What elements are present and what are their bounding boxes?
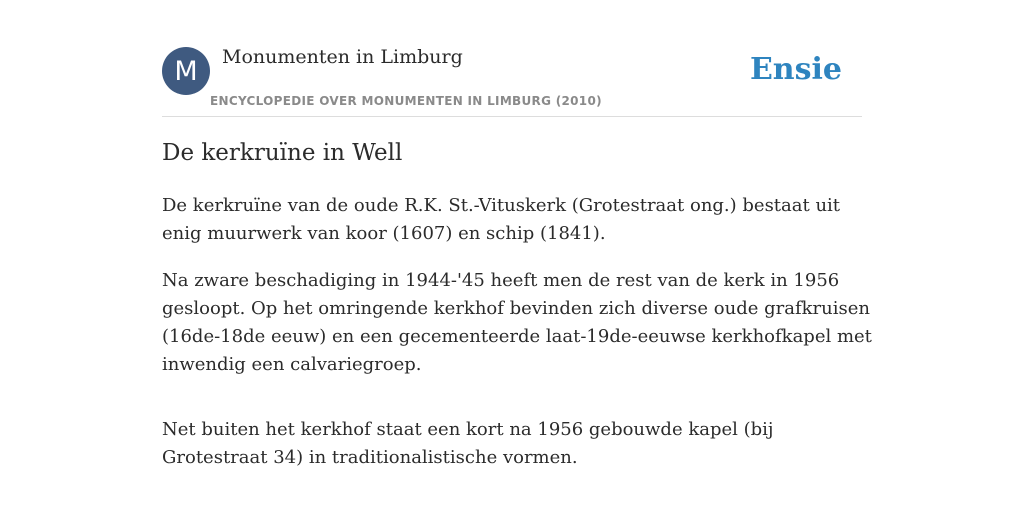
- source-subtitle: ENCYCLOPEDIE OVER MONUMENTEN IN LIMBURG (2010): [210, 94, 602, 108]
- article-paragraph: Net buiten het kerkhof staat een kort na 1956 gebouwde kapel (bij Grotestraat 34) in traditionalistische vormen.: [162, 419, 774, 468]
- brand-logo[interactable]: Ensie: [749, 52, 842, 87]
- source-avatar[interactable]: M: [162, 47, 210, 95]
- source-title[interactable]: Monumenten in Limburg: [222, 46, 463, 68]
- page-container: [162, 0, 872, 468]
- article-body: [162, 192, 874, 491]
- article-paragraph: De kerkruïne van de oude R.K. St.-Vituskerk (Grotestraat ong.) bestaat uit enig muurwerk van koor (1607) en schip (1841).: [162, 195, 841, 244]
- article-title: De kerkruïne in Well: [162, 140, 403, 166]
- article-paragraph: Na zware beschadiging in 1944-'45 heeft men de rest van de kerk in 1956 gesloopt. Op het omringende kerkhof bevinden zich diverse oude grafkruisen (16de-18de eeuw) en een gecementeerde laat-19de-eeuwse kerkhofkapel met inwendig een calvariegroep.: [162, 270, 872, 375]
- source-header: [162, 0, 862, 117]
